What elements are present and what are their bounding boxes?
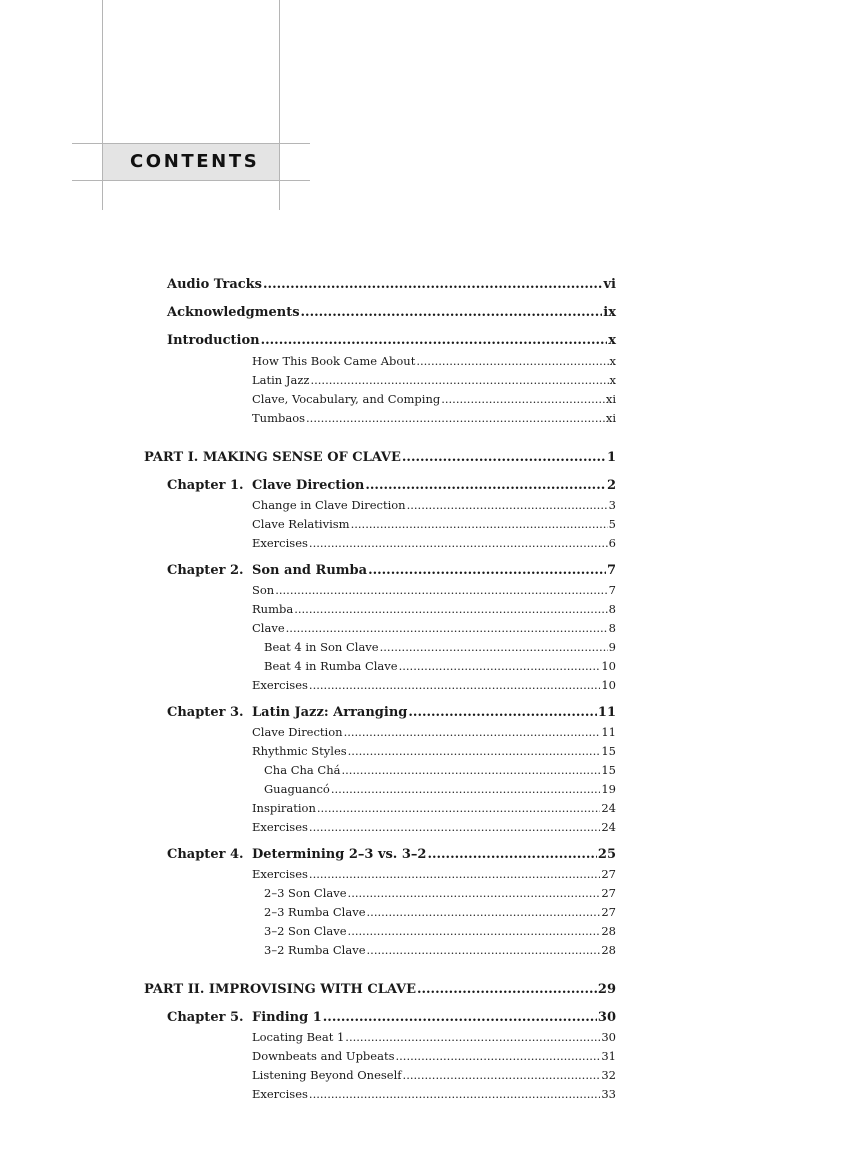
dot-leader <box>331 782 601 796</box>
dot-leader <box>309 678 600 692</box>
chapter-number: Chapter 3. <box>167 705 244 720</box>
entry-page: 3 <box>608 498 616 512</box>
toc-subsubentry[interactable] <box>264 763 616 777</box>
entry-label: Clave Direction <box>252 725 343 739</box>
entry-page: 33 <box>601 1087 616 1101</box>
entry-page: 27 <box>601 867 616 881</box>
toc-subentry[interactable] <box>252 354 616 368</box>
entry-page: 28 <box>601 924 616 938</box>
toc-subentry[interactable] <box>252 725 616 739</box>
entry-label: Determining 2–3 vs. 3–2 <box>252 847 427 862</box>
dot-leader <box>323 1010 597 1025</box>
entry-page: 1 <box>606 450 616 465</box>
toc-subsubentry[interactable] <box>264 659 616 673</box>
entry-label: Exercises <box>252 867 308 881</box>
dot-leader <box>368 563 606 578</box>
toc-subentry[interactable] <box>252 801 616 815</box>
entry-label: Downbeats and Upbeats <box>252 1049 395 1063</box>
chapter-number: Chapter 4. <box>167 847 244 862</box>
toc-subentry[interactable] <box>252 678 616 692</box>
dot-leader <box>309 536 608 550</box>
entry-label: Exercises <box>252 536 308 550</box>
entry-page: 15 <box>601 744 616 758</box>
entry-page: 27 <box>601 905 616 919</box>
entry-page: 27 <box>601 886 616 900</box>
entry-page: 9 <box>608 640 616 654</box>
dot-leader <box>348 744 601 758</box>
entry-page: 24 <box>601 820 616 834</box>
entry-label: 2–3 Rumba Clave <box>264 905 366 919</box>
toc-subentry[interactable] <box>252 392 616 406</box>
entry-page: 32 <box>601 1068 616 1082</box>
toc-subentry[interactable] <box>252 1030 616 1044</box>
toc-entry-audio-tracks[interactable] <box>167 277 616 292</box>
dot-leader <box>351 517 608 531</box>
toc-chapter-3[interactable] <box>252 705 616 720</box>
entry-label: Son <box>252 583 275 597</box>
page-title: CONTENTS <box>130 151 260 172</box>
dot-leader <box>310 373 608 387</box>
toc-subentry[interactable] <box>252 744 616 758</box>
toc-part-1[interactable] <box>144 450 616 465</box>
entry-label: Rumba <box>252 602 294 616</box>
toc-subentry[interactable] <box>252 498 616 512</box>
entry-page: 10 <box>601 678 616 692</box>
dot-leader <box>380 640 608 654</box>
entry-page: 11 <box>597 705 616 720</box>
chapter-number: Chapter 1. <box>167 478 244 493</box>
entry-label: Cha Cha Chá <box>264 763 341 777</box>
dot-leader <box>367 943 601 957</box>
entry-label: Listening Beyond Oneself <box>252 1068 402 1082</box>
dot-leader <box>408 705 597 720</box>
dot-leader <box>286 621 608 635</box>
dot-leader <box>342 763 601 777</box>
chapter-number: Chapter 2. <box>167 563 244 578</box>
entry-page: 28 <box>601 943 616 957</box>
entry-label: Tumbaos <box>252 411 306 425</box>
entry-page: 11 <box>601 725 616 739</box>
dot-leader <box>263 277 602 292</box>
toc-chapter-5[interactable] <box>252 1010 616 1025</box>
dot-leader <box>345 1030 600 1044</box>
entry-page: 8 <box>608 621 616 635</box>
dot-leader <box>395 1049 600 1063</box>
entry-page: 29 <box>597 982 616 997</box>
toc-subentry[interactable] <box>252 373 616 387</box>
toc-subentry[interactable] <box>252 1087 616 1101</box>
dot-leader <box>294 602 607 616</box>
entry-page: 19 <box>601 782 616 796</box>
toc-subentry[interactable] <box>252 583 616 597</box>
entry-page: 24 <box>601 801 616 815</box>
entry-label: 3–2 Rumba Clave <box>264 943 366 957</box>
dot-leader <box>317 801 600 815</box>
entry-page: ix <box>603 305 616 320</box>
dot-leader <box>367 905 601 919</box>
toc-entry-acknowledgments[interactable] <box>167 305 616 320</box>
entry-label: Exercises <box>252 820 308 834</box>
toc-subentry[interactable] <box>252 621 616 635</box>
chapter-number: Chapter 5. <box>167 1010 244 1025</box>
entry-page: 6 <box>608 536 616 550</box>
toc-entry-introduction[interactable] <box>167 333 616 348</box>
entry-label: Clave Direction <box>252 478 365 493</box>
entry-page: 25 <box>597 847 616 862</box>
toc-subentry[interactable] <box>252 1068 616 1082</box>
entry-page: 8 <box>608 602 616 616</box>
entry-page: 15 <box>601 763 616 777</box>
entry-label: Introduction <box>167 333 260 348</box>
entry-label: Inspiration <box>252 801 316 815</box>
entry-page: 7 <box>606 563 616 578</box>
entry-page: 5 <box>608 517 616 531</box>
dot-leader <box>309 867 600 881</box>
entry-page: 2 <box>606 478 616 493</box>
entry-label: Son and Rumba <box>252 563 368 578</box>
entry-label: PART I. MAKING SENSE OF CLAVE <box>144 450 401 465</box>
dot-leader <box>402 450 606 465</box>
entry-page: x <box>609 354 616 368</box>
toc-subentry[interactable] <box>252 867 616 881</box>
dot-leader <box>348 924 601 938</box>
toc-chapter-2[interactable] <box>252 563 616 578</box>
dot-leader <box>417 982 597 997</box>
toc-subsubentry[interactable] <box>264 943 616 957</box>
toc-subentry[interactable] <box>252 602 616 616</box>
entry-label: Exercises <box>252 678 308 692</box>
toc-subsubentry[interactable] <box>264 886 616 900</box>
dot-leader <box>306 411 605 425</box>
entry-label: Clave Relativism <box>252 517 350 531</box>
dot-leader <box>407 498 608 512</box>
entry-page: xi <box>605 392 616 406</box>
dot-leader <box>344 725 601 739</box>
toc-subsubentry[interactable] <box>264 640 616 654</box>
dot-leader <box>261 333 608 348</box>
toc-part-2[interactable] <box>144 982 616 997</box>
toc-subsubentry[interactable] <box>264 782 616 796</box>
entry-label: How This Book Came About <box>252 354 416 368</box>
entry-page: 30 <box>601 1030 616 1044</box>
dot-leader <box>309 1087 600 1101</box>
entry-label: Exercises <box>252 1087 308 1101</box>
entry-page: 31 <box>601 1049 616 1063</box>
entry-label: Audio Tracks <box>167 277 263 292</box>
entry-label: Locating Beat 1 <box>252 1030 345 1044</box>
entry-label: Guaguancó <box>264 782 330 796</box>
dot-leader <box>441 392 605 406</box>
entry-label: PART II. IMPROVISING WITH CLAVE <box>144 982 416 997</box>
entry-label: Clave <box>252 621 285 635</box>
entry-label: Latin Jazz: Arranging <box>252 705 408 720</box>
dot-leader <box>403 1068 601 1082</box>
entry-label: Beat 4 in Son Clave <box>264 640 379 654</box>
entry-label: Rhythmic Styles <box>252 744 347 758</box>
entry-page: x <box>608 333 616 348</box>
entry-label: 3–2 Son Clave <box>264 924 347 938</box>
entry-page: vi <box>603 277 616 292</box>
entry-page: 7 <box>608 583 616 597</box>
toc-chapter-1[interactable] <box>252 478 616 493</box>
entry-page: xi <box>605 411 616 425</box>
toc-subentry[interactable] <box>252 1049 616 1063</box>
entry-page: 30 <box>597 1010 616 1025</box>
entry-page: 10 <box>601 659 616 673</box>
dot-leader <box>301 305 603 320</box>
toc-subentry[interactable] <box>252 536 616 550</box>
dot-leader <box>275 583 607 597</box>
toc-subsubentry[interactable] <box>264 924 616 938</box>
entry-label: Clave, Vocabulary, and Comping <box>252 392 441 406</box>
toc-subentry[interactable] <box>252 517 616 531</box>
entry-label: Acknowledgments <box>167 305 300 320</box>
toc-subentry[interactable] <box>252 820 616 834</box>
dot-leader <box>416 354 608 368</box>
dot-leader <box>365 478 606 493</box>
dot-leader <box>309 820 600 834</box>
entry-label: Beat 4 in Rumba Clave <box>264 659 398 673</box>
toc-subsubentry[interactable] <box>264 905 616 919</box>
toc-subentry[interactable] <box>252 411 616 425</box>
entry-page: x <box>609 373 616 387</box>
dot-leader <box>427 847 596 862</box>
toc-chapter-4[interactable] <box>252 847 616 862</box>
entry-label: Finding 1 <box>252 1010 322 1025</box>
dot-leader <box>399 659 601 673</box>
entry-label: Change in Clave Direction <box>252 498 406 512</box>
dot-leader <box>348 886 601 900</box>
entry-label: 2–3 Son Clave <box>264 886 347 900</box>
entry-label: Latin Jazz <box>252 373 310 387</box>
